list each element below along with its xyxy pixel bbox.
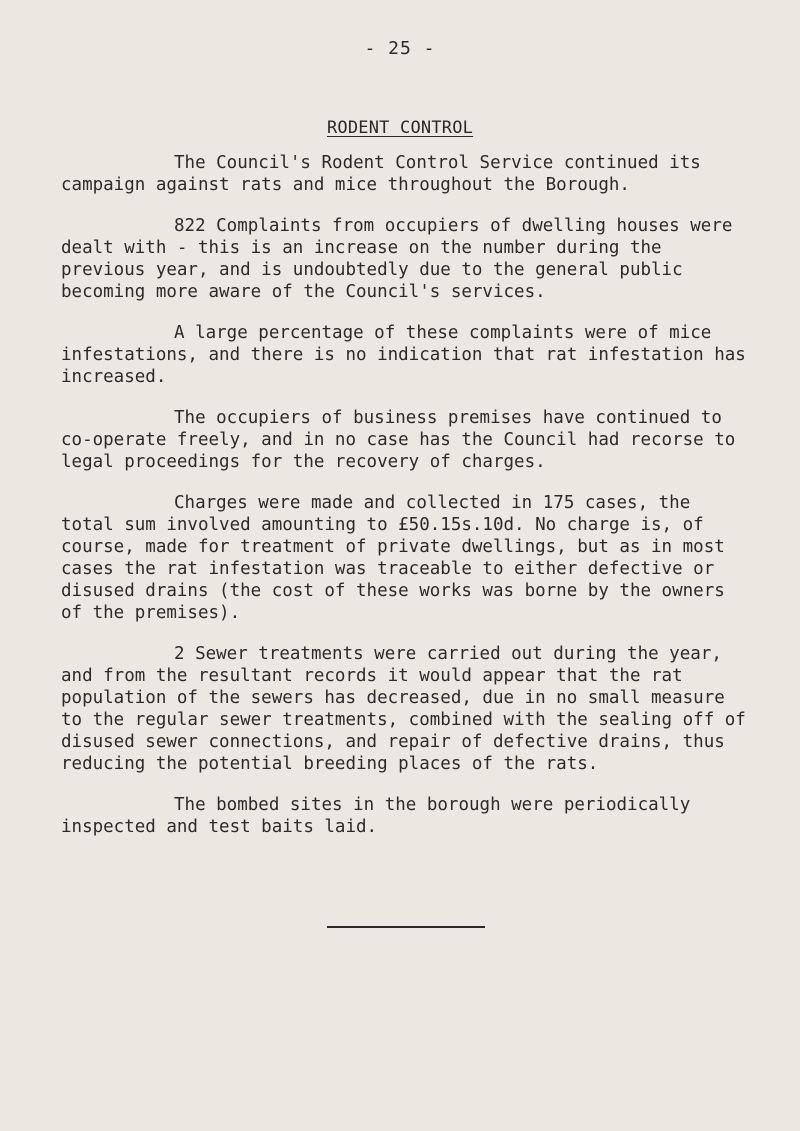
paragraph: The bombed sites in the borough were periodically inspected and test baits laid. (61, 795, 691, 837)
page-number: - 25 - (364, 38, 436, 59)
paragraph: Charges were made and collected in 175 cases, the total sum involved amounting to £50.15s.10d. No charge is, of course, made for treatment of private dwellings, but as in most cases the rat infestation was traceable to either defective or disused drains (the cost of these works was borne by the owners of the premises). (61, 493, 725, 623)
paragraph: 2 Sewer treatments were carried out during the year, and from the resultant records it would appear that the rat population of the sewers has decreased, due in no small measure to the regular sewer treatments, combined with the sealing off of disused sewer connections, and repair of defective drains, thus reducing the potential breeding places of the rats. (61, 644, 746, 774)
end-rule (327, 926, 485, 928)
body-text (61, 152, 751, 857)
paragraph: A large percentage of these complaints were of mice infestations, and there is no indication that rat infestation has increased. (61, 323, 746, 387)
paragraph: The Council's Rodent Control Service continued its campaign against rats and mice throughout the Borough. (61, 153, 701, 195)
section-heading: RODENT CONTROL (327, 118, 474, 138)
paragraph: The occupiers of business premises have continued to co-operate freely, and in no case has the Council had recorse to legal proceedings for the recovery of charges. (61, 408, 736, 472)
paragraph: 822 Complaints from occupiers of dwelling houses were dealt with - this is an increase on the number during the previous year, and is undoubtedly due to the general public becoming more aware of the Council's services. (61, 216, 733, 302)
